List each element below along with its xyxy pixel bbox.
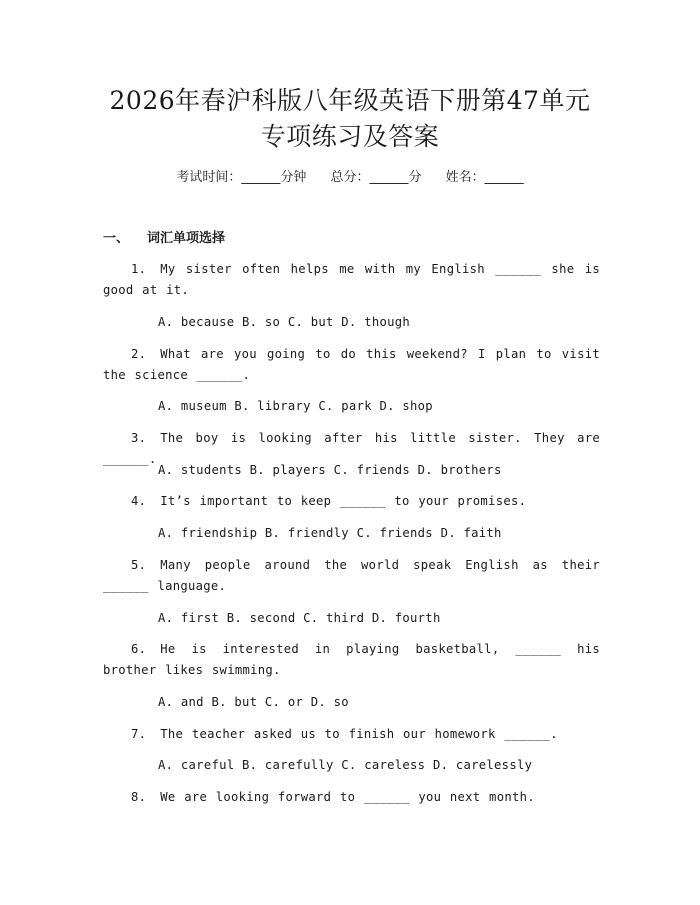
question-2-options: A. museum B. library C. park D. shop [158,399,433,413]
question-text: We are looking forward to ______ you next month. [160,790,535,804]
question-text: The teacher asked us to finish our homework ______. [160,727,558,741]
question-number: 7. [131,727,147,741]
section-heading [103,229,225,249]
question-7 [103,724,600,745]
question-text: Many people around the world speak English as their ______ language. [103,558,600,593]
exam-time-field: 考试时间：______分钟 [176,170,307,185]
document-title-line-2: 专项练习及答案 [260,122,440,151]
question-6-options: A. and B. but C. or D. so [158,695,349,709]
question-text: My sister often helps me with my English ______ she is good at it. [103,262,600,297]
section-number: 一、 [103,231,130,246]
question-text: The boy is looking after his little sister. They are ______. [103,431,600,466]
document-title-line-1: 2026年春沪科版八年级英语下册第47单元 [109,86,591,115]
question-5 [103,555,600,597]
question-8 [103,787,600,808]
student-name-field: 姓名：______ [445,170,524,185]
question-2 [103,344,600,386]
question-text: He is interested in playing basketball, ______ his brother likes swimming. [103,642,600,677]
question-number: 1. [131,262,147,276]
section-title: 词汇单项选择 [147,231,226,246]
question-3-options: A. students B. players C. friends D. brothers [158,463,502,477]
question-number: 3. [131,431,147,445]
question-number: 4. [131,494,147,508]
question-4-options: A. friendship B. friendly C. friends D. faith [158,526,502,540]
question-7-options: A. careful B. carefully C. careless D. carelessly [158,758,533,772]
total-score-field: 总分：______分 [330,170,422,185]
question-text: What are you going to do this weekend? I plan to visit the science ______. [103,347,600,382]
question-4 [103,491,600,512]
exam-info [0,168,700,188]
question-number: 8. [131,790,147,804]
question-number: 5. [131,558,147,572]
question-1-options: A. because B. so C. but D. though [158,315,411,329]
question-text: It’s important to keep ______ to your promises. [160,494,527,508]
question-6 [103,639,600,681]
question-5-options: A. first B. second C. third D. fourth [158,611,441,625]
question-1 [103,259,600,301]
question-number: 2. [131,347,147,361]
question-number: 6. [131,642,147,656]
